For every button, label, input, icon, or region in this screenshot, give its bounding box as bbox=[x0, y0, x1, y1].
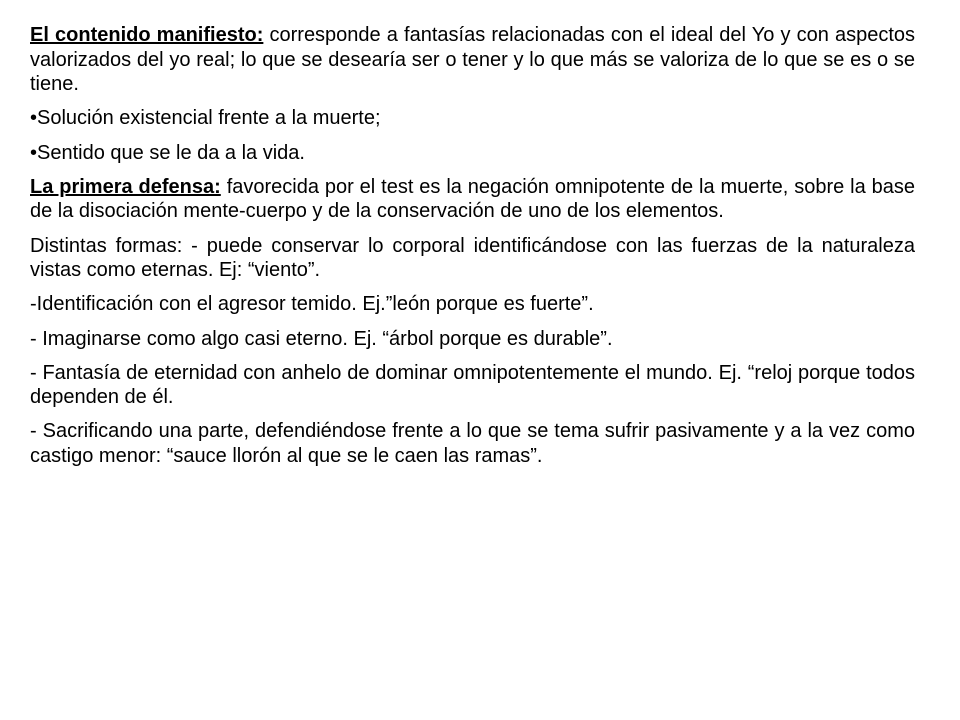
paragraph-algo-eterno bbox=[30, 327, 915, 352]
paragraph-contenido-manifiesto bbox=[30, 23, 915, 97]
paragraph-identificacion-agresor bbox=[30, 292, 915, 317]
paragraph-fantasia-eternidad bbox=[30, 361, 915, 410]
paragraph-text: Distintas formas: - puede conservar lo corporal identificándose con las fuerzas de la naturaleza vistas como eternas. Ej: “viento”. bbox=[30, 234, 915, 282]
paragraph-sacrificando-parte bbox=[30, 419, 915, 468]
paragraph-text: - Fantasía de eternidad con anhelo de dominar omnipotentemente el mundo. Ej. “reloj porque todos dependen de él. bbox=[30, 361, 915, 409]
heading-contenido-manifiesto: El contenido manifiesto: bbox=[30, 24, 264, 46]
paragraph-text: -Identificación con el agresor temido. Ej.”león porque es fuerte”. bbox=[30, 293, 594, 316]
bullet-sentido-vida bbox=[30, 141, 915, 166]
bullet-solucion-existencial bbox=[30, 106, 915, 131]
paragraph-primera-defensa bbox=[30, 175, 915, 224]
slide-text-body bbox=[30, 23, 915, 478]
paragraph-text: corresponde a fantasías relacionadas con el ideal del Yo y con aspectos valorizados del yo real; lo que se desearía ser o tener y lo que más se valoriza de lo que se es o se tiene. bbox=[30, 24, 915, 96]
heading-primera-defensa: La primera defensa: bbox=[30, 175, 221, 198]
paragraph-text: - Sacrificando una parte, defendiéndose frente a lo que se tema sufrir pasivamente y a la vez como castigo menor: “sauce llorón al que se le caen las ramas”. bbox=[30, 420, 915, 468]
bullet-text: •Solución existencial frente a la muerte; bbox=[30, 107, 381, 130]
paragraph-text: favorecida por el test es la negación omnipotente de la muerte, sobre la base de la disociación mente-cuerpo y de la conservación de uno de los elementos. bbox=[30, 175, 915, 223]
paragraph-text: - Imaginarse como algo casi eterno. Ej. “árbol porque es durable”. bbox=[30, 327, 613, 350]
paragraph-distintas-formas bbox=[30, 234, 915, 283]
bullet-text: •Sentido que se le da a la vida. bbox=[30, 141, 305, 164]
